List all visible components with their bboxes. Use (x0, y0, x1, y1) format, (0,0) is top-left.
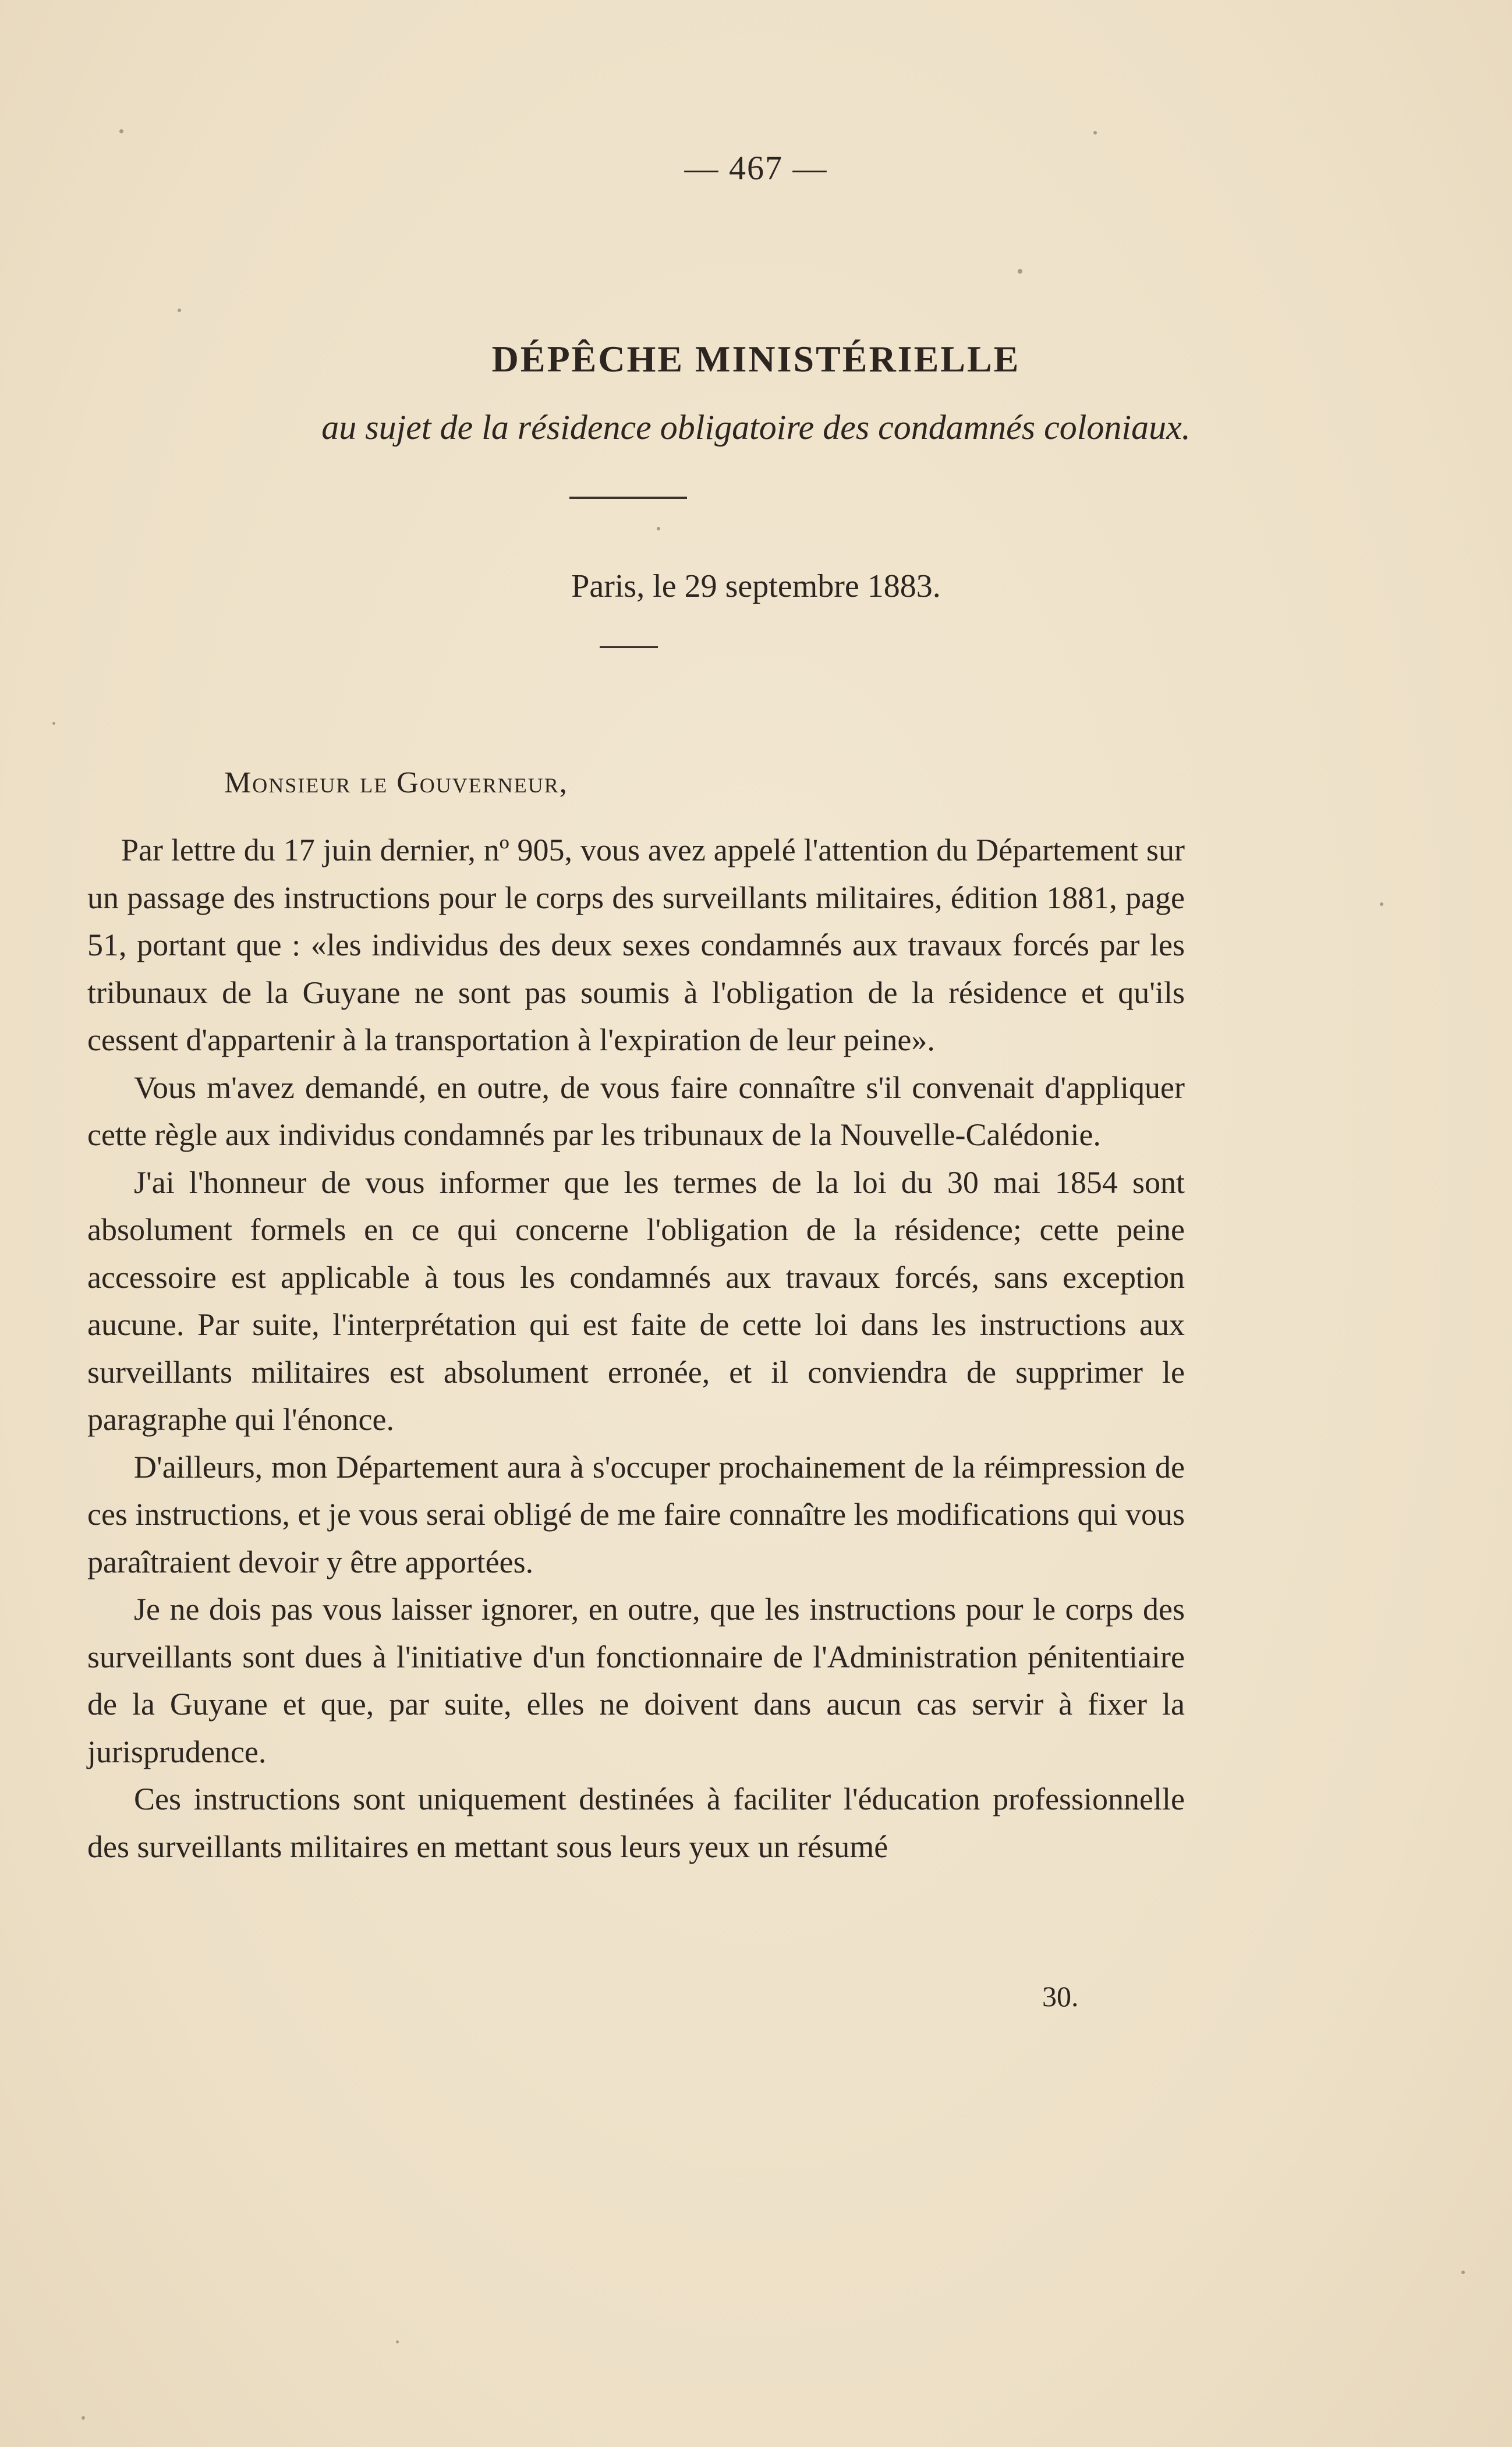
document-title: DÉPÊCHE MINISTÉRIELLE (491, 338, 1021, 380)
paragraph: J'ai l'honneur de vous informer que les termes de la loi du 30 mai 1854 sont absolument formels en ce qui concerne l'obligation de la résidence; cette peine accessoire est applicable à tous les condamnés aux travaux forcés, sans exception aucune. Par suite, l'interprétation qui est faite de cette loi dans les instructions aux surveillants militaires est absolument erronée, et il conviendra de supprimer le paragraphe qui l'énonce. (87, 1164, 1185, 1437)
paper-speck (1093, 131, 1097, 134)
paper-speck (1461, 2271, 1465, 2274)
paragraph: Je ne dois pas vous laisser ignorer, en outre, que les instructions pour le corps des surveillants sont dues à l'initiative d'un fonctionnaire de l'Administration pénitentiaire de la Guyane et que, par suite, elles ne doivent dans aucun cas servir à fixer la jurisprudence. (87, 1592, 1185, 1769)
document-subtitle: au sujet de la résidence obligatoire des condamnés coloniaux. (321, 408, 1191, 447)
paper-speck (1380, 902, 1383, 906)
title-divider (569, 497, 687, 499)
paragraph: Ces instructions sont uniquement destinées à faciliter l'éducation professionnelle des surveillants militaires en mettant sous leurs yeux un résumé (87, 1782, 1185, 1864)
paper-speck (82, 2416, 85, 2420)
paper-speck (1018, 269, 1022, 274)
paper-speck (52, 722, 55, 725)
page-number: — 467 — (684, 149, 828, 187)
paper-speck (119, 129, 123, 133)
paper-speck (396, 2340, 399, 2343)
paragraph: Vous m'avez demandé, en outre, de vous faire connaître s'il convenait d'appliquer cette règle aux individus condamnés par les tribunaux de la Nouvelle-Calédonie. (87, 1070, 1185, 1152)
paragraph: D'ailleurs, mon Département aura à s'occuper prochainement de la réimpression de ces instructions, et je vous serai obligé de me faire connaître les modifications qui vous paraîtraient devoir y être apportées. (87, 1449, 1185, 1580)
signature-mark: 30. (1042, 1980, 1079, 2013)
date-divider (600, 646, 658, 648)
paper-speck (657, 527, 660, 530)
dateline: Paris, le 29 septembre 1883. (571, 568, 941, 604)
letter-body (87, 827, 1185, 1871)
paragraph: Par lettre du 17 juin dernier, nº 905, vous avez appelé l'attention du Département sur un passage des instructions pour le corps des surveillants militaires, édition 1881, page 51, portant que : «les individus des deux sexes condamnés aux travaux forcés par les tribunaux de la Guyane ne sont pas soumis à l'obligation de la résidence et qu'ils cessent d'appartenir à la transportation à l'expiration de leur peine». (87, 833, 1185, 1057)
paper-speck (178, 309, 181, 312)
salutation: Monsieur le Gouverneur, (224, 766, 568, 799)
